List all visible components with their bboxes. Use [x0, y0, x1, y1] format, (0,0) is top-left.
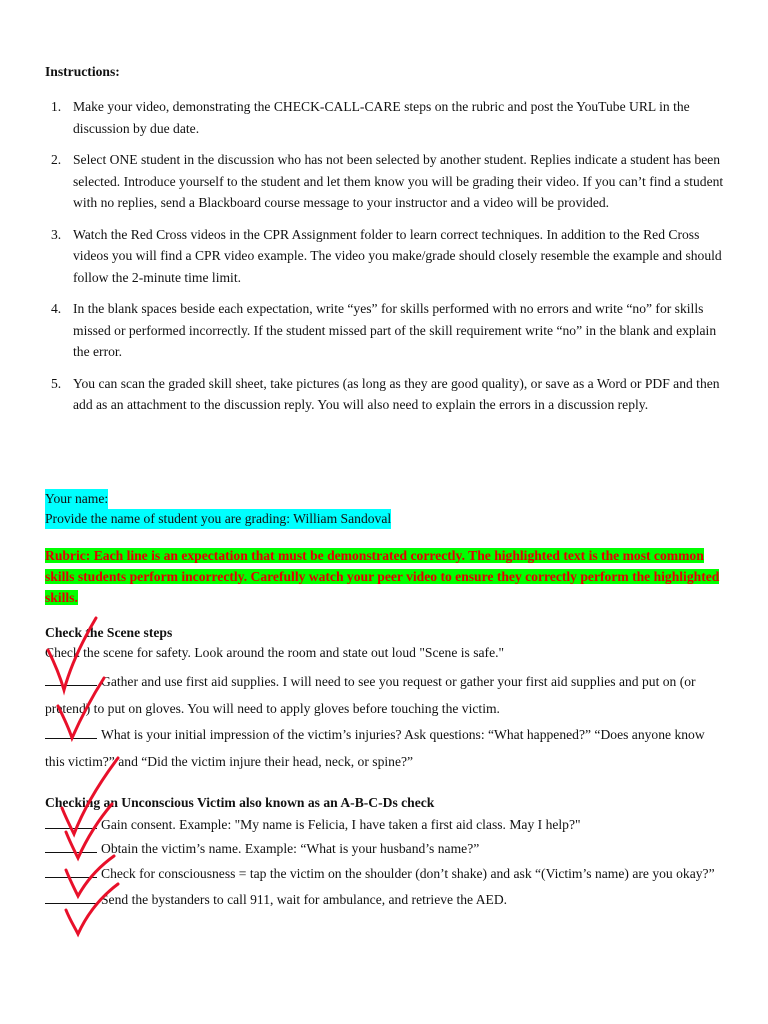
- grading-name-field[interactable]: Provide the name of student you are grading: William Sandoval: [45, 509, 391, 529]
- instruction-text: You can scan the graded skill sheet, take pictures (as long as they are good quality), or save as a Word or PDF and then add as an attachment to the discussion reply. You will also need to explain the errors in a discussion reply.: [73, 375, 720, 412]
- rubric-item: Gather and use first aid supplies. I will need to see you request or gather your first aid supplies and put on (or pretend) to put on gloves. You will need to apply gloves before touching the victim.: [45, 674, 696, 716]
- instructions-list: [45, 96, 730, 426]
- instructions-heading: Instructions:: [45, 64, 120, 79]
- abcd-section: [45, 793, 725, 913]
- answer-blank[interactable]: [45, 891, 97, 904]
- rubric-item: What is your initial impression of the victim’s injuries? Ask questions: “What happened?” “Does anyone know this victim?” and “Did the victim injure their head, neck, or spine?”: [45, 727, 705, 769]
- instruction-step-2: 2. Select ONE student in the discussion who has not been selected by another student. Replies indicate a student has been selected. Introduce yourself to the student and let them know you will be grading their video. If you can’t find a student with no replies, send a Blackboard course message to your instructor and a video will be provided.: [51, 152, 724, 210]
- rubric-item: Gain consent. Example: "My name is Felicia, I have taken a first aid class. May I help?": [45, 813, 725, 837]
- instruction-text: In the blank spaces beside each expectation, write “yes” for skills performed with no errors and write “no” for skills missed or performed incorrectly. If the student missed part of the skill requirement write “no” in the blank and explain the error.: [73, 301, 717, 359]
- your-name-field[interactable]: Your name:: [45, 489, 108, 509]
- scene-section: [45, 623, 725, 775]
- instruction-text: Watch the Red Cross videos in the CPR Assignment folder to learn correct techniques. In addition to the Red Cross videos you will find a CPR video example. The video you make/grade should closely resemble the example and should follow the 2-minute time limit.: [73, 226, 722, 285]
- answer-blank[interactable]: [45, 816, 97, 829]
- answer-blank[interactable]: [45, 840, 97, 853]
- instruction-text: Make your video, demonstrating the CHECK-CALL-CARE steps on the rubric and post the YouTube URL in the discussion by due date.: [73, 99, 690, 136]
- answer-blank[interactable]: [45, 673, 97, 686]
- scene-title: Check the Scene steps: [45, 625, 173, 640]
- rubric-item: Check for consciousness = tap the victim on the shoulder (don’t shake) and ask “(Victim’s name) are you okay?”: [45, 861, 725, 887]
- answer-blank[interactable]: [45, 726, 97, 739]
- answer-blank[interactable]: [45, 865, 97, 878]
- instruction-step-5: 5. You can scan the graded skill sheet, take pictures (as long as they are good quality), or save as a Word or PDF and then add as an attachment to the discussion reply. You will also need to explain the errors in a discussion reply.: [51, 375, 720, 412]
- instruction-step-1: 1. Make your video, demonstrating the CHECK-CALL-CARE steps on the rubric and post the YouTube URL in the discussion by due date.: [51, 99, 690, 136]
- instruction-text: Select ONE student in the discussion who has not been selected by another student. Replies indicate a student has been selected. Introduce yourself to the student and let them know you will be grading their video. If you can’t find a student with no replies, send a Blackboard course message to your instructor and a video will be provided.: [73, 152, 724, 210]
- instruction-step-4: 4. In the blank spaces beside each expectation, write “yes” for skills performed with no errors and write “no” for skills missed or performed incorrectly. If the student missed part of the skill requirement write “no” in the blank and explain the error.: [51, 301, 717, 359]
- rubric-item: Obtain the victim’s name. Example: “What is your husband’s name?”: [45, 837, 725, 861]
- instruction-step-3: 3. Watch the Red Cross videos in the CPR Assignment folder to learn correct techniques. In addition to the Red Cross videos you will find a CPR video example. The video you make/grade should closely resemble the example and should follow the 2-minute time limit.: [51, 226, 722, 285]
- name-block: [45, 489, 391, 529]
- scene-intro: Check the scene for safety. Look around the room and state out loud "Scene is safe.": [45, 645, 505, 660]
- rubric-note: Rubric: Each line is an expectation that must be demonstrated correctly. The highlighted text is the most common skills students perform incorrectly. Carefully watch your peer video to ensure they correctly perform the highlighted skills.: [45, 548, 720, 605]
- rubric-item: Send the bystanders to call 911, wait for ambulance, and retrieve the AED.: [45, 887, 725, 913]
- abcd-title: Checking an Unconscious Victim also known as an A-B-C-Ds check: [45, 795, 435, 810]
